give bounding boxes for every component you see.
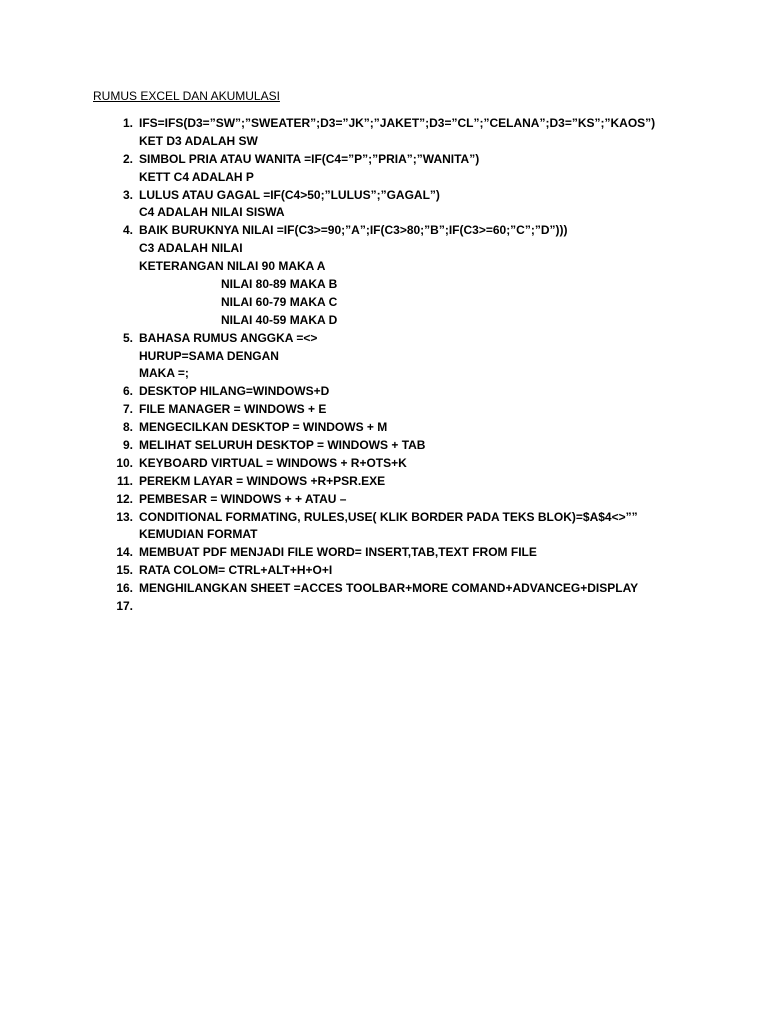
list-item-text: BAIK BURUKNYA NILAI =IF(C3>=90;”A”;IF(C3>80;”B”;IF(C3>=60;”C”;”D”))) bbox=[139, 223, 568, 238]
list-item bbox=[0, 455, 768, 473]
document-title: RUMUS EXCEL DAN AKUMULASI bbox=[93, 89, 280, 103]
list-item-text: MAKA =; bbox=[139, 366, 189, 381]
list-item-text: LULUS ATAU GAGAL =IF(C4>50;”LULUS”;”GAGAL”) bbox=[139, 187, 440, 202]
list-item-number: 14. bbox=[116, 545, 133, 560]
list-item-text: PEREKM LAYAR = WINDOWS +R+PSR.EXE bbox=[139, 473, 386, 488]
list-item-number: 16. bbox=[116, 581, 133, 596]
list-item-number: 6. bbox=[122, 384, 133, 399]
list-item-text: PEMBESAR = WINDOWS + + ATAU – bbox=[139, 491, 347, 506]
list-item-text: SIMBOL PRIA ATAU WANITA =IF(C4=”P”;”PRIA”;”WANITA”) bbox=[139, 151, 480, 166]
list-item-number: 11. bbox=[116, 473, 133, 488]
list-item-text: KEYBOARD VIRTUAL = WINDOWS + R+OTS+K bbox=[139, 455, 407, 470]
list-item bbox=[0, 294, 768, 312]
list-item-text: KETERANGAN NILAI 90 MAKA A bbox=[139, 259, 326, 274]
list-item-text: C3 ADALAH NILAI bbox=[139, 241, 243, 256]
list-item bbox=[0, 365, 768, 383]
list-item-number: 7. bbox=[122, 402, 133, 417]
list-item-text: HURUP=SAMA DENGAN bbox=[139, 348, 279, 363]
numbered-list bbox=[0, 115, 768, 616]
list-item-number: 15. bbox=[116, 563, 133, 578]
list-item-text: FILE MANAGER = WINDOWS + E bbox=[139, 402, 327, 417]
list-item-number: 4. bbox=[122, 223, 133, 238]
list-item bbox=[0, 348, 768, 366]
list-item bbox=[0, 491, 768, 509]
list-item-text: MEMBUAT PDF MENJADI FILE WORD= INSERT,TAB,TEXT FROM FILE bbox=[139, 545, 537, 560]
list-item bbox=[0, 598, 768, 616]
list-item bbox=[0, 222, 768, 240]
list-item bbox=[0, 276, 768, 294]
list-item bbox=[0, 187, 768, 205]
list-item-text: BAHASA RUMUS ANGGKA =<> bbox=[139, 330, 318, 345]
list-item-text: IFS=IFS(D3=”SW”;”SWEATER”;D3=”JK”;”JAKET”;D3=”CL”;”CELANA”;D3=”KS”;”KAOS”) bbox=[139, 116, 656, 130]
list-item-number: 2. bbox=[122, 151, 133, 166]
list-item-number: 10. bbox=[116, 455, 133, 470]
list-item bbox=[0, 204, 768, 222]
list-item bbox=[0, 401, 768, 419]
list-item-text: MENGECILKAN DESKTOP = WINDOWS + M bbox=[139, 420, 388, 435]
list-item-number: 17. bbox=[116, 599, 133, 614]
list-item-text: NILAI 80-89 MAKA B bbox=[221, 277, 338, 292]
list-item-text: C4 ADALAH NILAI SISWA bbox=[139, 205, 285, 220]
list-item bbox=[0, 473, 768, 491]
list-item bbox=[0, 312, 768, 330]
list-item-number: 9. bbox=[122, 438, 133, 453]
list-item bbox=[0, 580, 768, 598]
list-item bbox=[0, 115, 768, 133]
list-item bbox=[0, 383, 768, 401]
list-item bbox=[0, 151, 768, 169]
list-item-text: KEMUDIAN FORMAT bbox=[139, 527, 258, 542]
list-item bbox=[0, 544, 768, 562]
list-item-text: NILAI 40-59 MAKA D bbox=[221, 312, 338, 327]
list-item-number: 13. bbox=[116, 509, 133, 524]
list-item bbox=[0, 240, 768, 258]
list-item bbox=[0, 169, 768, 187]
list-item-number: 3. bbox=[122, 187, 133, 202]
list-item bbox=[0, 258, 768, 276]
list-item bbox=[0, 419, 768, 437]
list-item-text: RATA COLOM= CTRL+ALT+H+O+I bbox=[139, 563, 333, 578]
list-item-number: 1. bbox=[122, 116, 133, 130]
list-item-text: KET D3 ADALAH SW bbox=[139, 133, 258, 148]
list-item-number: 12. bbox=[116, 491, 133, 506]
list-item bbox=[0, 437, 768, 455]
list-item-text: MENGHILANGKAN SHEET =ACCES TOOLBAR+MORE COMAND+ADVANCEG+DISPLAY bbox=[139, 581, 639, 596]
list-item-text: DESKTOP HILANG=WINDOWS+D bbox=[139, 384, 330, 399]
list-item bbox=[0, 509, 768, 527]
list-item-text: CONDITIONAL FORMATING, RULES,USE( KLIK BORDER PADA TEKS BLOK)=$A$4<>”” bbox=[139, 509, 638, 524]
list-item-number: 5. bbox=[122, 330, 133, 345]
list-item bbox=[0, 562, 768, 580]
list-item-number: 8. bbox=[122, 420, 133, 435]
list-item-text: KETT C4 ADALAH P bbox=[139, 169, 254, 184]
list-item bbox=[0, 330, 768, 348]
list-item bbox=[0, 133, 768, 151]
list-item-text: MELIHAT SELURUH DESKTOP = WINDOWS + TAB bbox=[139, 438, 426, 453]
list-item-text: NILAI 60-79 MAKA C bbox=[221, 294, 338, 309]
list-item bbox=[0, 526, 768, 544]
